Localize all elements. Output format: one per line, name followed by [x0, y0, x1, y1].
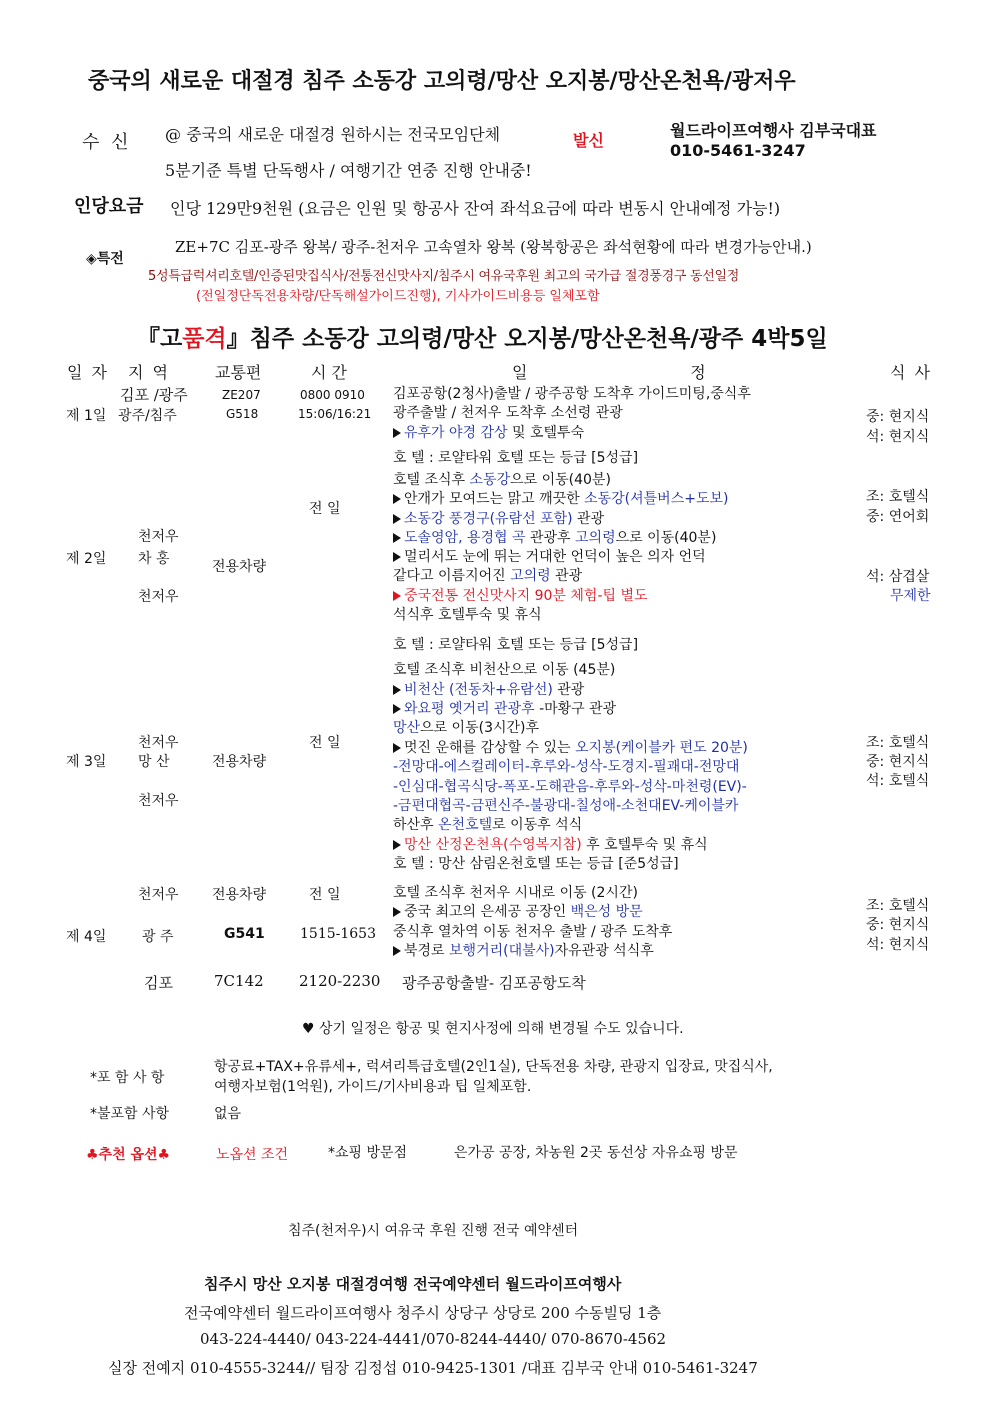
d2-time: 전 일 — [309, 501, 341, 517]
period-text: 5분기준 특별 단독행사 / 여행기간 연중 진행 안내중! — [165, 161, 532, 180]
d2-line6 — [393, 567, 582, 587]
d3-meal-dinner: 석: 호텔식 — [866, 773, 930, 789]
d5-transport: 7C142 — [214, 972, 264, 990]
options-label: ♣추천 옵션♣ — [86, 1147, 171, 1163]
shopping-text: 은가공 공장, 차농원 2곳 동선상 자유쇼핑 방문 — [454, 1145, 738, 1161]
sender-name: 월드라이프여행사 김부국대표 — [670, 121, 877, 140]
d3-line9-c: 로 이동후 석식 — [492, 817, 583, 833]
d2-meal-lunch: 중: 연어회 — [866, 509, 930, 525]
triangle-bullet-icon — [393, 704, 401, 714]
header-date: 일 자 — [67, 363, 109, 382]
d2-line6-b: 고의령 — [510, 568, 551, 584]
d2-line6-a: 같다고 이름지어진 — [393, 568, 511, 584]
d2-line1 — [393, 471, 611, 491]
d3-line9 — [393, 816, 582, 836]
d3-line2-a: 비천산 (전동차+유람선) — [404, 682, 553, 698]
d2-line2 — [393, 490, 728, 510]
d3-line2 — [393, 681, 584, 701]
d3-line4 — [393, 719, 539, 739]
d3-line6: -전망대-에스컬레이터-후루와-성삭-도경지-필괘대-전망대 — [393, 759, 740, 775]
d1-line3 — [393, 424, 584, 444]
header-schedule: 일 정 — [512, 363, 706, 382]
d2-line6-c: 관광 — [550, 568, 583, 584]
itinerary-title — [137, 320, 828, 353]
d3-line8: -금편대협곡-금편신주-불광대-칠성애-소천대EV-케이블카 — [393, 798, 739, 814]
includes-label: *포 함 사 항 — [90, 1070, 165, 1086]
triangle-bullet-icon — [393, 946, 401, 956]
special-label: ◈특전 — [86, 251, 124, 267]
special-line2: 5성특급럭셔리호텔/인증된맛집식사/전통전신맛사지/침주시 여유국후원 최고의 국가급 절경풍경구 동선일정 — [148, 269, 739, 284]
d3-time: 전 일 — [309, 735, 341, 751]
d5-time: 2120-2230 — [299, 972, 381, 990]
d4-line2-a: 중국 최고의 은세공 공장인 — [404, 904, 571, 920]
itinerary-title-highlight: 품격 — [182, 326, 227, 352]
d3-line7: -인심대-협곡식당-폭포-도해관음-후루와-성삭-마천령(EV)- — [393, 779, 747, 795]
footer-phones: 043-224-4440/ 043-224-4441/070-8244-4440/ 070-8670-4562 — [200, 1330, 667, 1348]
shopping-label: *쇼핑 방문점 — [328, 1145, 408, 1161]
d2-line4-c: 고의령 — [575, 530, 616, 546]
page-title: 중국의 새로운 대절경 침주 소동강 고의령/망산 오지봉/망산온천욕/광저우 — [88, 69, 796, 94]
triangle-bullet-icon — [393, 494, 401, 504]
d1-line3-highlight: 유후가 야경 감상 — [404, 425, 508, 441]
d3-line9-b: 온천호텔 — [438, 817, 493, 833]
d2-line3 — [393, 510, 604, 530]
d3-line5 — [393, 739, 748, 759]
recipient-text: @ 중국의 새로운 대절경 원하시는 전국모임단체 — [165, 125, 501, 144]
d3-meal-breakfast: 조: 호텔식 — [866, 735, 930, 751]
d4-meal-lunch: 중: 현지식 — [866, 917, 930, 933]
d4-region2: 광 주 — [142, 929, 174, 945]
footer-bold-line: 침주시 망산 오지봉 대절경여행 전국예약센터 월드라이프여행사 — [204, 1275, 622, 1293]
d4-time2: 1515-1653 — [300, 926, 376, 942]
includes-text1: 항공료+TAX+유류세+, 럭셔리특급호텔(2인1실), 단독전용 차량, 관광지 입장료, 맛집식사, — [214, 1059, 773, 1075]
triangle-bullet-icon — [393, 907, 401, 917]
excludes-text: 없음 — [214, 1106, 242, 1122]
d3-line10-a: 망산 산정온천욕(수영복지참) — [404, 837, 582, 853]
d2-label: 제 2일 — [66, 551, 107, 567]
triangle-bullet-icon — [393, 685, 401, 695]
recipient-label: 수 신 — [82, 132, 132, 153]
d3-line4-a: 망산 — [393, 720, 421, 736]
header-region: 지 역 — [128, 363, 170, 382]
d2-line4-a: 도솔영암, 용경협 곡 — [404, 530, 526, 546]
d4-line2 — [393, 903, 643, 923]
d1-meal-dinner: 석: 현지식 — [866, 429, 930, 445]
triangle-bullet-icon — [393, 533, 401, 543]
d4-line1: 호텔 조식후 천저우 시내로 이동 (2시간) — [393, 885, 638, 901]
d2-line1-c: 으로 이동(40분) — [510, 472, 611, 488]
d4-line4-a: 북경로 — [404, 943, 450, 959]
d5-text: 광주공항출발- 김포공항도착 — [402, 974, 586, 992]
header-time: 시 간 — [311, 363, 347, 382]
d1-meal-lunch: 중: 현지식 — [866, 409, 930, 425]
d3-region1: 천저우 — [138, 735, 179, 751]
price-label: 인당요금 — [74, 196, 144, 217]
d2-line2-a: 안개가 모여드는 맑고 깨끗한 — [404, 491, 585, 507]
d2-meal-dinner: 석: 삼겹살 — [866, 569, 930, 585]
triangle-bullet-icon — [393, 514, 401, 524]
footer-center-line: 침주(천저우)시 여유국 후원 진행 전국 예약센터 — [288, 1223, 579, 1239]
d3-line5-a: 멋진 운해를 감상할 수 있는 — [404, 740, 576, 756]
special-line1: ZE+7C 김포-광주 왕복/ 광주-천저우 고속열차 왕복 (왕복항공은 좌석현황에 따라 변경가능안내.) — [175, 238, 812, 256]
d3-line3 — [393, 700, 616, 720]
d3-line4-b: 으로 이동(3시간)후 — [420, 720, 540, 736]
d2-line3-a: 소동강 풍경구(유람선 포함) — [404, 511, 573, 527]
d1-label: 제 1일 — [66, 408, 107, 424]
sender-phone: 010-5461-3247 — [670, 141, 806, 160]
d4-label: 제 4일 — [66, 929, 107, 945]
d4-transport1: 전용차량 — [212, 887, 267, 903]
d3-line2-b: 관광 — [552, 682, 585, 698]
itinerary-title-rest: 』침주 소동강 고의령/망산 오지봉/망산온천욕/광주 4박5일 — [226, 326, 828, 352]
d4-meal-breakfast: 조: 호텔식 — [866, 898, 930, 914]
d2-line1-a: 호텔 조식후 — [393, 472, 470, 488]
excludes-label: *불포함 사항 — [90, 1106, 170, 1122]
d4-line4-c: 자유관광 석식후 — [554, 943, 654, 959]
d2-line4 — [393, 529, 716, 549]
d1-line3-rest: 및 호텔투숙 — [507, 425, 585, 441]
footer-contacts: 실장 전예지 010-4555-3244// 팀장 김정섭 010-9425-1301 /대표 김부국 안내 010-5461-3247 — [108, 1359, 758, 1377]
includes-text2: 여행자보험(1억원), 가이드/기사비용과 팁 일체포함. — [214, 1079, 532, 1095]
d4-line3: 중식후 열차역 이동 천저우 출발 / 광주 도착후 — [393, 924, 673, 940]
d3-line10 — [393, 836, 708, 856]
no-option-text: 노옵션 조건 — [216, 1147, 289, 1163]
notice-text: ♥ 상기 일정은 항공 및 현지사정에 의해 변경될 수도 있습니다. — [302, 1021, 684, 1037]
itinerary-title-open: 『고 — [137, 326, 183, 352]
d2-line7-text: 중국전통 전신맛사지 90분 체험-팁 별도 — [404, 588, 648, 604]
d2-line8: 석식후 호텔투숙 및 휴식 — [393, 607, 542, 623]
d3-line9-a: 하산후 — [393, 817, 439, 833]
triangle-bullet-icon — [393, 428, 401, 438]
d2-meal-dinner-note: 무제한 — [890, 588, 931, 604]
d2-meal-breakfast: 조: 호텔식 — [866, 489, 930, 505]
d4-region1: 천저우 — [138, 887, 179, 903]
d1-transport1: ZE207 — [222, 388, 261, 402]
triangle-bullet-icon — [393, 743, 401, 753]
d2-region3: 천저우 — [138, 589, 179, 605]
d3-line3-b: -마황구 관광 — [534, 701, 617, 717]
d3-meal-lunch: 중: 현지식 — [866, 754, 930, 770]
d1-time2: 15:06/16:21 — [298, 407, 372, 421]
triangle-bullet-icon — [393, 552, 401, 562]
sender-label: 발신 — [573, 131, 604, 150]
d3-region3: 천저우 — [138, 793, 179, 809]
d1-region1: 김포 /광주 — [120, 386, 188, 404]
d2-line4-d: 으로 이동(40분) — [615, 530, 717, 546]
d2-line1-b: 소동강 — [469, 472, 511, 488]
d2-line2-b: 소동강(셔틀버스+도보) — [584, 491, 729, 507]
d3-line10-b: 후 호텔투숙 및 휴식 — [581, 837, 708, 853]
d4-line4-b: 보행거리(대불사) — [449, 943, 555, 959]
d1-region2: 광주/침주 — [118, 408, 177, 424]
d2-line7 — [393, 587, 648, 607]
d2-line5 — [393, 548, 706, 568]
d5-region: 김포 — [144, 974, 173, 992]
d3-transport: 전용차량 — [212, 754, 267, 770]
header-transport: 교통편 — [215, 363, 262, 382]
d4-transport2: G541 — [224, 926, 265, 942]
d2-region2: 차 홍 — [138, 551, 170, 567]
header-meals: 식 사 — [890, 363, 932, 382]
d1-line2: 광주출발 / 천저우 도착후 소선령 관광 — [393, 405, 623, 421]
triangle-bullet-icon — [393, 591, 401, 601]
d1-time1: 0800 0910 — [300, 388, 365, 402]
d4-time1: 전 일 — [309, 887, 341, 903]
d4-meal-dinner: 석: 현지식 — [866, 937, 930, 953]
d3-label: 제 3일 — [66, 754, 107, 770]
footer-address: 전국예약센터 월드라이프여행사 청주시 상당구 상당로 200 수동빌딩 1층 — [184, 1304, 662, 1322]
d1-line1: 김포공항(2청사)출발 / 광주공항 도착후 가이드미팅,중식후 — [393, 386, 751, 402]
d3-line5-b: 오지봉(케이블카 편도 20분) — [575, 740, 748, 756]
d3-region2: 망 산 — [138, 754, 170, 770]
special-line3: (전일정단독전용차량/단독해설가이드진행), 기사가이드비용등 일체포함 — [196, 289, 600, 304]
d2-hotel: 호 텔 : 로얄타워 호텔 또는 등급 [5성급] — [393, 637, 639, 653]
d4-line2-b: 백은성 방문 — [570, 904, 643, 920]
d2-line4-b: 관광후 — [525, 530, 576, 546]
d4-line4 — [393, 942, 654, 962]
d1-hotel: 호 텔 : 로얄타워 호텔 또는 등급 [5성급] — [393, 450, 639, 466]
d2-transport: 전용차량 — [212, 559, 267, 575]
price-text: 인당 129만9천원 (요금은 인원 및 항공사 잔여 좌석요금에 따라 변동시 안내예정 가능!) — [170, 199, 781, 218]
d2-line5-text: 멀리서도 눈에 뛰는 거대한 언덕이 높은 의자 언덕 — [404, 549, 706, 565]
d2-region1: 천저우 — [138, 529, 179, 545]
triangle-bullet-icon — [393, 840, 401, 850]
d3-hotel: 호 텔 : 망산 삼림온천호텔 또는 등급 [준5성급] — [393, 856, 679, 872]
d1-transport2: G518 — [226, 407, 259, 421]
d3-line3-a: 와요평 옛거리 관광후 — [404, 701, 535, 717]
d3-line1: 호텔 조식후 비천산으로 이동 (45분) — [393, 662, 616, 678]
d2-line3-b: 관광 — [572, 511, 605, 527]
